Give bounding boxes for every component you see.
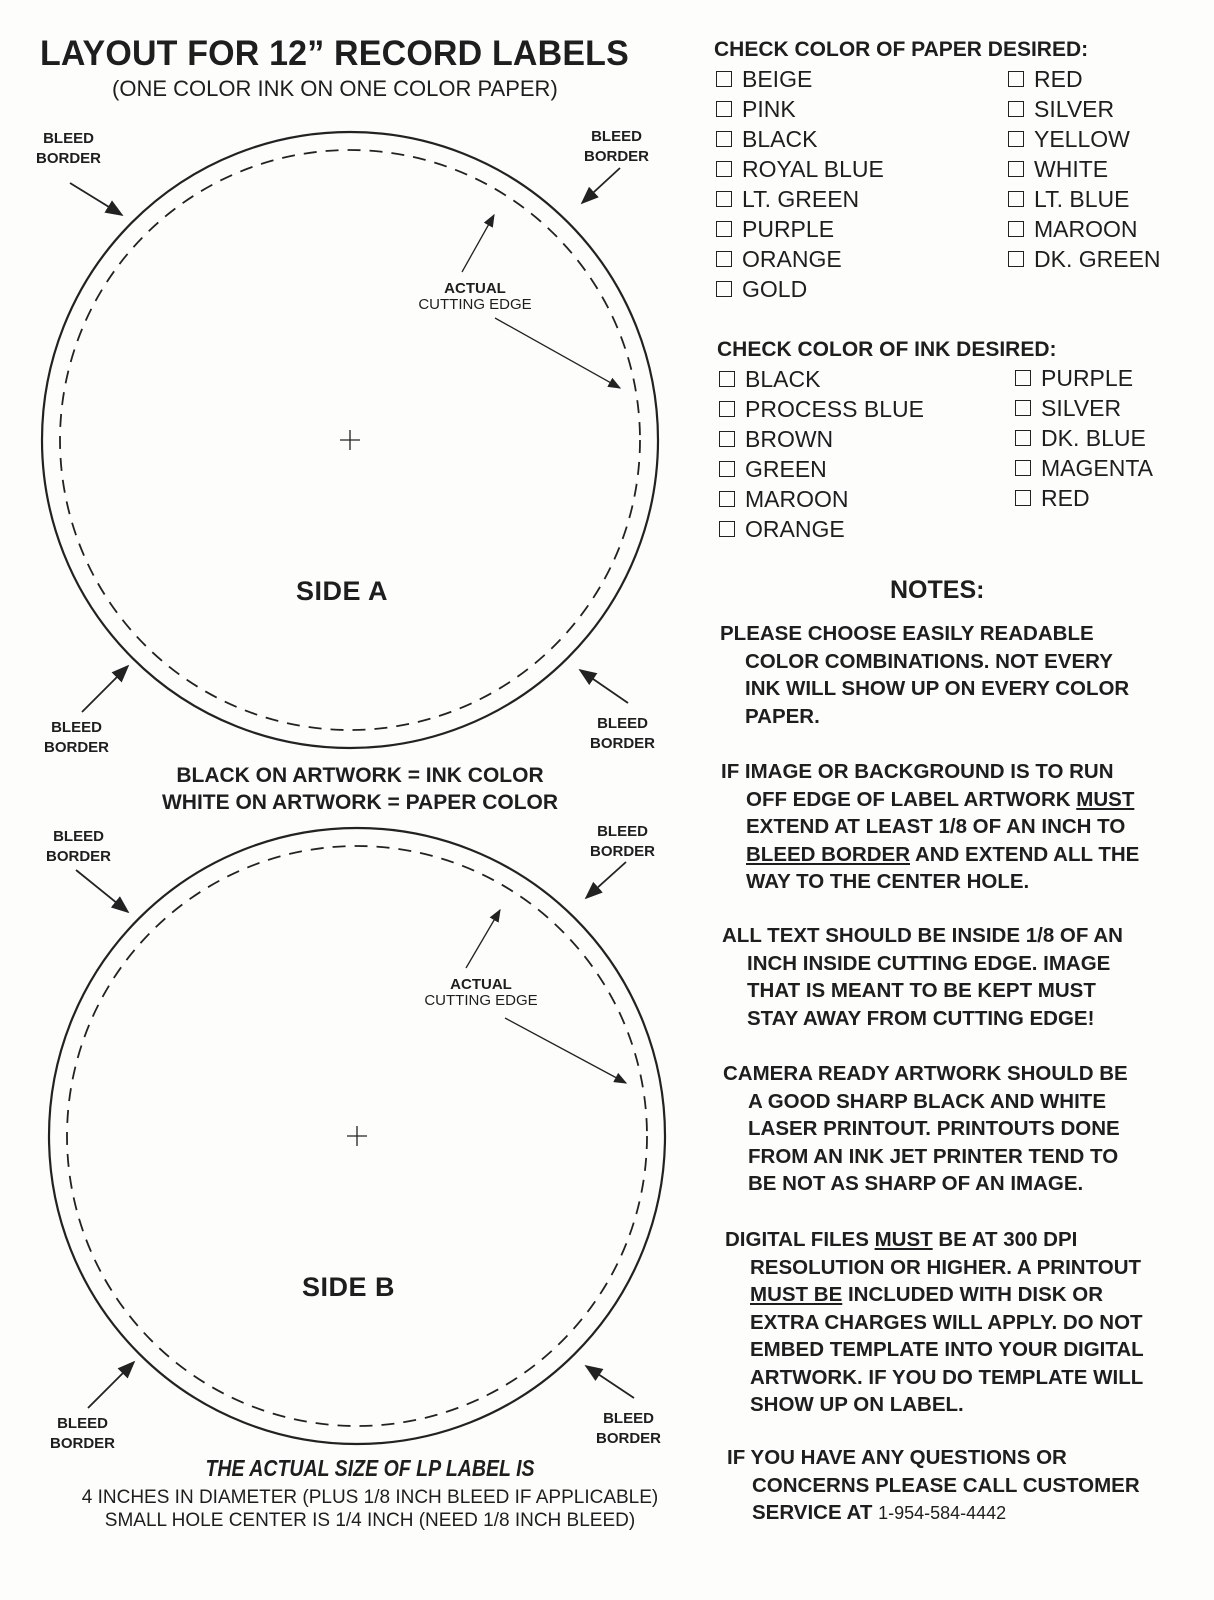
checkbox[interactable] [1008, 191, 1024, 207]
bleed-text: BLEED [57, 1415, 108, 1432]
note-line [723, 1170, 1128, 1198]
note-text: PAPER. [745, 704, 820, 728]
ink-color-option[interactable] [719, 514, 924, 544]
border-text: BORDER [44, 739, 110, 756]
option-label: BLACK [742, 125, 818, 152]
note-line [722, 922, 1123, 950]
ink-color-option[interactable] [719, 484, 924, 514]
side-a-label: SIDE A [296, 576, 389, 606]
checkbox[interactable] [716, 71, 732, 87]
bleed-border-label [584, 127, 649, 167]
note-text: OFF EDGE OF LABEL ARTWORK [746, 787, 1077, 811]
checkbox[interactable] [716, 191, 732, 207]
cutting-edge-label [416, 977, 546, 1009]
ink-options-col1 [719, 364, 924, 544]
note-text: PLEASE CHOOSE EASILY READABLE [720, 622, 1094, 645]
option-label: PINK [742, 95, 796, 122]
option-label: PURPLE [742, 215, 835, 242]
option-label: BEIGE [742, 65, 813, 92]
border-text: BORDER [590, 735, 656, 752]
checkbox[interactable] [719, 431, 735, 447]
checkbox[interactable] [719, 491, 735, 507]
ink-color-option[interactable] [719, 424, 924, 454]
paper-color-option[interactable] [1008, 244, 1161, 274]
checkbox[interactable] [1008, 71, 1024, 87]
checkbox[interactable] [1008, 161, 1024, 177]
note-line [722, 977, 1123, 1005]
paper-color-option[interactable] [716, 124, 884, 154]
option-label: LT. GREEN [742, 185, 860, 212]
border-text: BORDER [590, 843, 656, 860]
emphasis-text: BLEED BORDER [746, 842, 911, 866]
ink-color-option[interactable] [719, 364, 924, 394]
note-text: SERVICE AT [752, 1501, 879, 1524]
checkbox[interactable] [716, 221, 732, 237]
actual-text: ACTUAL [444, 280, 506, 297]
note-line [725, 1309, 1144, 1337]
paper-color-option[interactable] [716, 154, 884, 184]
bleed-border-label [44, 718, 109, 758]
paper-color-option[interactable] [1008, 154, 1161, 184]
note-line [721, 813, 1139, 841]
border-text: BORDER [584, 148, 650, 165]
ink-color-key: BLACK ON ARTWORK = INK COLOR [176, 764, 544, 787]
note-paragraph [723, 1060, 1128, 1198]
note-line [721, 841, 1139, 869]
checkbox[interactable] [1015, 400, 1031, 416]
ink-color-option[interactable] [1015, 393, 1153, 423]
actual-size-heading: THE ACTUAL SIZE OF LP LABEL IS [205, 1455, 535, 1481]
note-text: INK WILL SHOW UP ON EVERY COLOR [745, 677, 1130, 700]
paper-options-col2 [1008, 64, 1161, 274]
option-label: SILVER [1034, 95, 1115, 122]
bleed-text: BLEED [597, 823, 648, 840]
paper-color-option[interactable] [716, 214, 884, 244]
note-line [722, 1005, 1123, 1033]
note-line [727, 1499, 1140, 1528]
option-label: SILVER [1041, 394, 1122, 421]
note-text: SHOW UP ON LABEL. [750, 1393, 964, 1416]
paper-color-option[interactable] [716, 244, 884, 274]
page-title: LAYOUT FOR 12” RECORD LABELS [40, 34, 629, 73]
note-text: A GOOD SHARP BLACK AND WHITE [748, 1089, 1106, 1113]
side-b-diagram [49, 828, 665, 1444]
bleed-border-label [36, 129, 101, 169]
paper-color-option[interactable] [716, 94, 884, 124]
paper-color-option[interactable] [1008, 64, 1161, 94]
note-text: CONCERNS PLEASE CALL CUSTOMER [752, 1473, 1140, 1497]
checkbox[interactable] [716, 101, 732, 117]
bleed-text: BLEED [597, 715, 648, 732]
note-line [725, 1254, 1144, 1282]
checkbox[interactable] [1015, 460, 1031, 476]
option-label: MAGENTA [1041, 454, 1154, 481]
checkbox[interactable] [719, 371, 735, 387]
side-a-diagram [42, 132, 658, 748]
checkbox[interactable] [1008, 131, 1024, 147]
option-label: MAROON [745, 485, 849, 512]
cutting-edge-label [410, 281, 540, 313]
note-line [725, 1336, 1144, 1364]
note-line [722, 950, 1123, 978]
note-text: EXTRA CHARGES WILL APPLY. DO NOT [750, 1310, 1143, 1334]
paper-color-option[interactable] [716, 184, 884, 214]
emphasis-text: MUST [1076, 787, 1135, 811]
note-text: ARTWORK. IF YOU DO TEMPLATE WILL [750, 1365, 1144, 1389]
option-label: GREEN [745, 455, 827, 482]
option-label: ORANGE [742, 245, 842, 272]
checkbox[interactable] [1015, 490, 1031, 506]
checkbox[interactable] [716, 281, 732, 297]
option-label: BLACK [745, 365, 821, 392]
option-label: MAROON [1034, 215, 1138, 242]
bleed-text: BLEED [591, 128, 642, 145]
note-text: RESOLUTION OR HIGHER. A PRINTOUT [750, 1255, 1142, 1279]
center-mark [340, 430, 360, 450]
paper-color-option[interactable] [716, 64, 884, 94]
paper-color-heading: CHECK COLOR OF PAPER DESIRED: [714, 38, 1089, 61]
note-paragraph [720, 620, 1129, 730]
note-line [723, 1088, 1128, 1116]
paper-color-key: WHITE ON ARTWORK = PAPER COLOR [161, 791, 559, 814]
note-line [725, 1391, 1144, 1419]
checkbox[interactable] [716, 251, 732, 267]
paper-color-option[interactable] [1008, 124, 1161, 154]
note-line [727, 1444, 1140, 1472]
diameter-note: 4 INCHES IN DIAMETER (PLUS 1/8 INCH BLEED IF APPLICABLE) [81, 1487, 659, 1508]
bleed-border-label [590, 714, 655, 754]
note-text: EMBED TEMPLATE INTO YOUR DIGITAL [750, 1338, 1144, 1361]
cutting-edge-text: CUTTING EDGE [424, 992, 538, 1009]
checkbox[interactable] [1015, 370, 1031, 386]
bleed-border-label [46, 827, 111, 867]
note-text: IF IMAGE OR BACKGROUND IS TO RUN [721, 760, 1114, 783]
paper-color-option[interactable] [1008, 184, 1161, 214]
bleed-text: BLEED [43, 130, 94, 147]
checkbox[interactable] [1008, 101, 1024, 117]
note-line [723, 1060, 1128, 1088]
note-line [721, 786, 1139, 814]
note-text: LASER PRINTOUT. PRINTOUTS DONE [748, 1117, 1120, 1140]
note-text: ALL TEXT SHOULD BE INSIDE 1/8 OF AN [722, 924, 1123, 947]
option-label: RED [1034, 65, 1083, 92]
note-text: WAY TO THE CENTER HOLE. [746, 870, 1030, 893]
option-label: ROYAL BLUE [742, 155, 884, 182]
checkbox[interactable] [719, 521, 735, 537]
checkbox[interactable] [1008, 221, 1024, 237]
note-line [720, 703, 1129, 731]
ink-color-option[interactable] [1015, 423, 1153, 453]
ink-color-option[interactable] [1015, 483, 1153, 513]
border-text: BORDER [36, 150, 102, 167]
option-label: DK. GREEN [1034, 245, 1161, 272]
notes-heading: NOTES: [890, 576, 985, 604]
checkbox[interactable] [716, 131, 732, 147]
paper-options-col1 [716, 64, 884, 304]
note-line [725, 1364, 1144, 1392]
ink-color-heading: CHECK COLOR OF INK DESIRED: [717, 338, 1057, 361]
checkbox[interactable] [716, 161, 732, 177]
note-text: AND EXTEND ALL THE [910, 842, 1140, 866]
note-text: CAMERA READY ARTWORK SHOULD BE [723, 1062, 1128, 1085]
option-label: DK. BLUE [1041, 424, 1146, 451]
option-label: PURPLE [1041, 364, 1134, 391]
note-line [723, 1115, 1128, 1143]
ink-color-option[interactable] [719, 394, 924, 424]
checkbox[interactable] [1008, 251, 1024, 267]
bleed-text: BLEED [53, 828, 104, 845]
note-text: BE AT 300 DPI [932, 1228, 1078, 1251]
bleed-border-label [590, 822, 655, 862]
option-label: GOLD [742, 275, 808, 302]
note-text: THAT IS MEANT TO BE KEPT MUST [747, 979, 1096, 1002]
note-paragraph [722, 922, 1123, 1032]
paper-color-option[interactable] [1008, 94, 1161, 124]
hole-note: SMALL HOLE CENTER IS 1/4 INCH (NEED 1/8 INCH BLEED) [104, 1510, 636, 1531]
center-mark [347, 1126, 367, 1146]
note-text: IF YOU HAVE ANY QUESTIONS OR [727, 1446, 1067, 1469]
checkbox[interactable] [1015, 430, 1031, 446]
option-label: RED [1041, 484, 1090, 511]
note-paragraph [721, 758, 1139, 896]
side-b-label: SIDE B [302, 1272, 396, 1302]
note-line [723, 1143, 1128, 1171]
note-line [720, 648, 1129, 676]
ink-options-col2 [1015, 363, 1153, 513]
color-key [110, 762, 610, 816]
option-label: BROWN [745, 425, 834, 452]
note-line [725, 1226, 1144, 1254]
option-label: PROCESS BLUE [745, 395, 924, 422]
note-text: STAY AWAY FROM CUTTING EDGE! [747, 1006, 1095, 1030]
page-subtitle: (ONE COLOR INK ON ONE COLOR PAPER) [112, 76, 558, 101]
actual-text: ACTUAL [450, 976, 512, 993]
option-label: WHITE [1034, 155, 1109, 182]
emphasis-text: MUST [874, 1228, 933, 1251]
paper-color-option[interactable] [716, 274, 884, 304]
note-line [725, 1281, 1144, 1309]
border-text: BORDER [596, 1430, 662, 1447]
note-line [720, 675, 1129, 703]
bleed-border-label [50, 1414, 115, 1454]
cutting-edge-text: CUTTING EDGE [418, 296, 532, 313]
border-text: BORDER [46, 848, 112, 865]
note-line [721, 758, 1139, 786]
checkbox[interactable] [719, 401, 735, 417]
bleed-border-label [596, 1409, 661, 1449]
note-line [721, 868, 1139, 896]
option-label: LT. BLUE [1034, 185, 1130, 212]
note-line [727, 1472, 1140, 1500]
note-text: INCH INSIDE CUTTING EDGE. IMAGE [747, 951, 1111, 975]
option-label: YELLOW [1034, 125, 1130, 152]
emphasis-text: MUST BE [750, 1283, 843, 1306]
note-text: BE NOT AS SHARP OF AN IMAGE. [748, 1172, 1084, 1195]
note-text: DIGITAL FILES [725, 1228, 875, 1251]
note-paragraph [727, 1444, 1140, 1528]
bleed-text: BLEED [51, 719, 102, 736]
ink-color-option[interactable] [719, 454, 924, 484]
ink-color-option[interactable] [1015, 453, 1153, 483]
note-line [720, 620, 1129, 648]
ink-color-option[interactable] [1015, 363, 1153, 393]
note-text: FROM AN INK JET PRINTER TEND TO [748, 1144, 1119, 1168]
note-paragraph [725, 1226, 1144, 1419]
phone-number: 1-954-584-4442 [878, 1503, 1007, 1523]
note-text: COLOR COMBINATIONS. NOT EVERY [745, 649, 1113, 673]
option-label: ORANGE [745, 515, 845, 542]
note-text: INCLUDED WITH DISK OR [842, 1283, 1104, 1306]
paper-color-option[interactable] [1008, 214, 1161, 244]
bleed-text: BLEED [603, 1410, 654, 1427]
note-text: EXTEND AT LEAST 1/8 OF AN INCH TO [746, 815, 1126, 838]
border-text: BORDER [50, 1435, 116, 1452]
checkbox[interactable] [719, 461, 735, 477]
